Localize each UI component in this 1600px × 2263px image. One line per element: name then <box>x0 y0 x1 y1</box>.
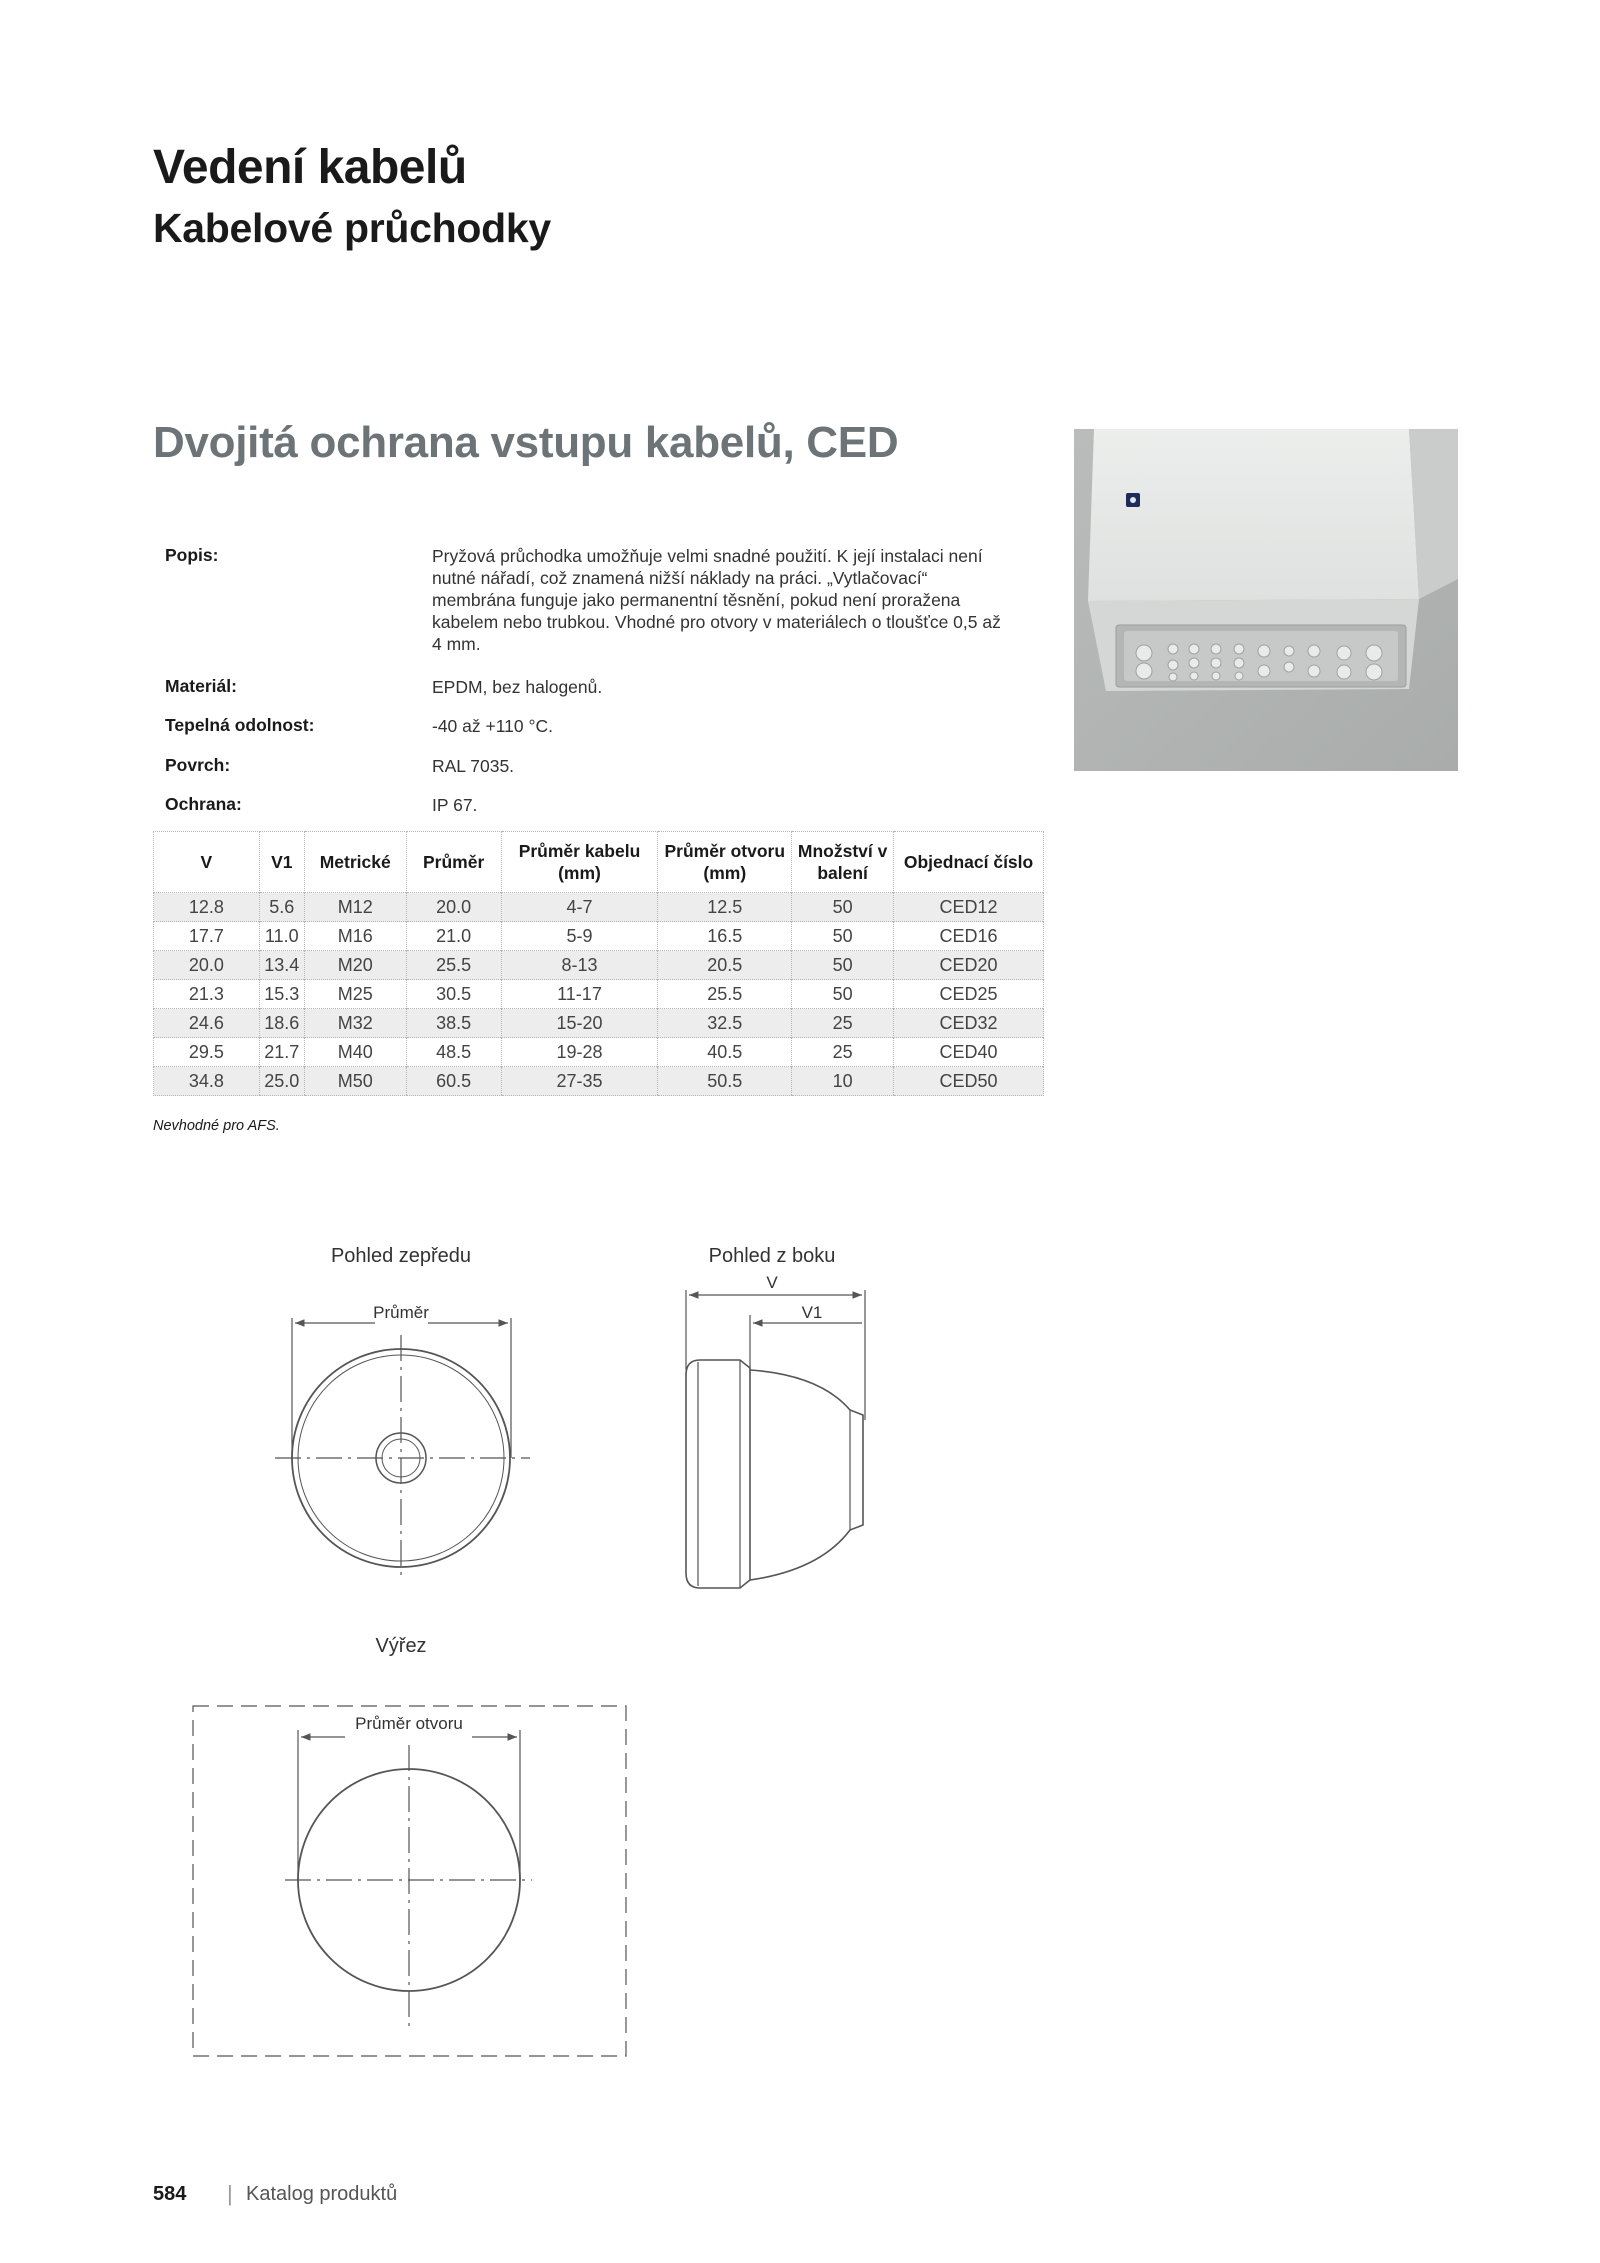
table-cell: 5.6 <box>259 893 304 922</box>
table-cell: 12.8 <box>154 893 260 922</box>
footer-separator: | <box>227 2181 233 2206</box>
table-header-cell: Průměr kabelu (mm) <box>501 832 658 893</box>
spec-label-temperature: Tepelná odolnost: <box>165 715 315 735</box>
table-cell: CED12 <box>894 893 1044 922</box>
table-cell: 25 <box>792 1038 894 1067</box>
table-cell: CED16 <box>894 922 1044 951</box>
spec-value-surface: RAL 7035. <box>432 756 515 776</box>
table-cell: 32.5 <box>658 1009 792 1038</box>
table-row <box>154 951 1044 980</box>
table-cell: 20.0 <box>154 951 260 980</box>
table-row <box>154 1067 1044 1096</box>
side-dimension-v1-label: V1 <box>801 1303 823 1322</box>
page-subtitle: Kabelové průchodky <box>153 205 551 251</box>
table-cell: 25.0 <box>259 1067 304 1096</box>
table-cell: 11.0 <box>259 922 304 951</box>
table-cell: 27-35 <box>501 1067 658 1096</box>
table-cell: CED40 <box>894 1038 1044 1067</box>
table-cell: 10 <box>792 1067 894 1096</box>
table-header-cell: Průměr otvoru (mm) <box>658 832 792 893</box>
table-cell: M25 <box>304 980 406 1009</box>
page-number: 584 <box>153 2183 187 2205</box>
table-row <box>154 893 1044 922</box>
table-cell: CED25 <box>894 980 1044 1009</box>
table-cell: 11-17 <box>501 980 658 1009</box>
table-cell: 25.5 <box>658 980 792 1009</box>
table-cell: CED20 <box>894 951 1044 980</box>
table-cell: 50 <box>792 951 894 980</box>
table-cell: 60.5 <box>406 1067 501 1096</box>
table-cell: 34.8 <box>154 1067 260 1096</box>
table-header-cell: V <box>154 832 260 893</box>
table-header-cell: Průměr <box>406 832 501 893</box>
spec-value-protection: IP 67. <box>432 795 478 815</box>
table-cell: 18.6 <box>259 1009 304 1038</box>
table-cell: 50 <box>792 980 894 1009</box>
table-cell: 50 <box>792 893 894 922</box>
front-view-label: Pohled zepředu <box>330 1245 472 1267</box>
side-view-label: Pohled z boku <box>708 1245 836 1267</box>
table-header-cell: V1 <box>259 832 304 893</box>
table-header-cell: Objednací číslo <box>894 832 1044 893</box>
table-cell: 8-13 <box>501 951 658 980</box>
spec-value-temperature: -40 až +110 °C. <box>432 716 553 736</box>
table-header-row <box>154 832 1044 893</box>
table-row <box>154 1038 1044 1067</box>
table-cell: M50 <box>304 1067 406 1096</box>
table-row <box>154 980 1044 1009</box>
table-header-cell: Množství v balení <box>792 832 894 893</box>
table-cell: M16 <box>304 922 406 951</box>
table-cell: M12 <box>304 893 406 922</box>
table-cell: 12.5 <box>658 893 792 922</box>
table-cell: 20.0 <box>406 893 501 922</box>
product-table <box>153 831 1044 1096</box>
table-cell: 20.5 <box>658 951 792 980</box>
table-cell: 13.4 <box>259 951 304 980</box>
table-cell: 50 <box>792 922 894 951</box>
front-dimension-label: Průměr <box>373 1303 429 1322</box>
footnote: Nevhodné pro AFS. <box>153 1118 280 1134</box>
table-cell: M32 <box>304 1009 406 1038</box>
table-cell: CED50 <box>894 1067 1044 1096</box>
table-cell: M40 <box>304 1038 406 1067</box>
table-cell: 15-20 <box>501 1009 658 1038</box>
table-header-cell: Metrické <box>304 832 406 893</box>
table-cell: 40.5 <box>658 1038 792 1067</box>
cutout-dimension-label: Průměr otvoru <box>355 1714 463 1733</box>
table-cell: 25 <box>792 1009 894 1038</box>
table-cell: 5-9 <box>501 922 658 951</box>
table-cell: 29.5 <box>154 1038 260 1067</box>
table-cell: 15.3 <box>259 980 304 1009</box>
table-cell: 50.5 <box>658 1067 792 1096</box>
table-cell: 4-7 <box>501 893 658 922</box>
table-cell: 48.5 <box>406 1038 501 1067</box>
table-cell: 17.7 <box>154 922 260 951</box>
side-dimension-v-label: V <box>766 1273 778 1292</box>
table-cell: 38.5 <box>406 1009 501 1038</box>
spec-label-description: Popis: <box>165 545 219 565</box>
spec-value-material: EPDM, bez halogenů. <box>432 677 603 697</box>
spec-label-surface: Povrch: <box>165 755 231 775</box>
table-cell: 21.3 <box>154 980 260 1009</box>
table-row <box>154 1009 1044 1038</box>
table-cell: 25.5 <box>406 951 501 980</box>
table-row <box>154 922 1044 951</box>
cutout-view-label: Výřez <box>375 1635 427 1657</box>
spec-value-description: Pryžová průchodka umožňuje velmi snadné použití. K její instalaci není nutné nářadí, což znamená nižší náklady na práci. „Vytlačovací“ membrána funguje jako permanentní těsnění, pokud není proražena kabelem nebo trubkou. Vhodné pro otvory v materiálech o tloušťce 0,5 až 4 mm. <box>432 546 1001 654</box>
table-cell: 16.5 <box>658 922 792 951</box>
spec-label-material: Materiál: <box>165 676 237 696</box>
table-cell: 21.7 <box>259 1038 304 1067</box>
table-cell: 21.0 <box>406 922 501 951</box>
spec-label-protection: Ochrana: <box>165 794 242 814</box>
table-cell: 19-28 <box>501 1038 658 1067</box>
page-title: Vedení kabelů <box>153 141 467 194</box>
section-title: Dvojitá ochrana vstupu kabelů, CED <box>153 418 899 467</box>
table-cell: 30.5 <box>406 980 501 1009</box>
table-cell: 24.6 <box>154 1009 260 1038</box>
table-cell: CED32 <box>894 1009 1044 1038</box>
footer-text: Katalog produktů <box>246 2183 398 2205</box>
table-cell: M20 <box>304 951 406 980</box>
product-photo <box>1074 429 1458 771</box>
